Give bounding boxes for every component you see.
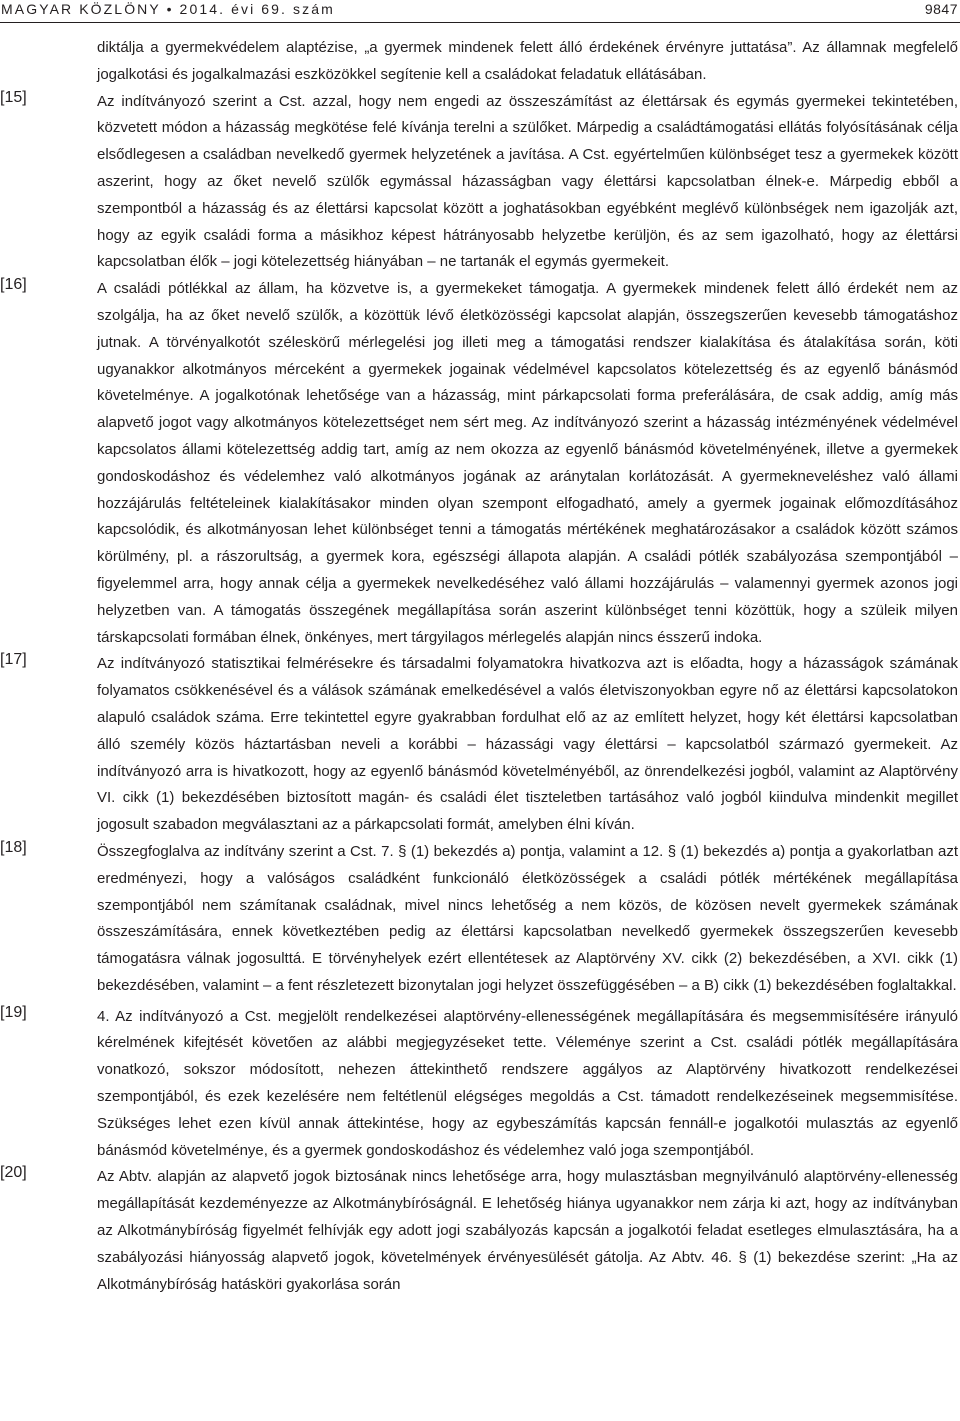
paragraph-text: A családi pótlékkal az állam, ha közvetve is, a gyermekeket támogatja. A gyermekek mindenek felett álló érdekét nem az szolgálja, ha az őket nevelő szülők, a közöttük lévő életközösségi kapcsolat alapján, összegszerűen kevesebb támogatáshoz jutnak. A törvényalkotót széleskörű mérlegelési jog illeti meg a támogatási rendszer kialakítása és átalakítása során, köti ugyanakkor alkotmányos mérceként a gyermekek jogainak védelmével kapcsolatos kötelezettség és az egyenlő bánásmód követelménye. A jogalkotónak lehetősége van a házasság, mint párkapcsolati forma preferálására, de csak addig, amíg más alapvető jogot vagy alkotmányos kötelezettséget nem sért meg. Az indítványozó szerint a házasság intézményének védelmével kapcsolatos állami kötelezettség addig tart, amíg az nem okozza az egyenlő bánásmód követelményének, illetve a gyermekek gondoskodáshoz és védelemhez való alkotmányos jogának az aránytalan korlátozását. A gyermekneveléshez való állami hozzájárulás feltételeinek kialakításakor minden olyan szempont elfogadható, amely a gyermek jogainak előmozdításához kapcsolódik, és alkotmányosan lehet különbséget tenni a támogatás mértékének meghatározásakor a családok között számos körülmény, pl. a rászorultság, a gyermek kora, egészségi állapota alapján. A családi pótlék szabályozása szempontjából – figyelemmel arra, hogy annak célja a gyermekek nevelkedéséhez való állami hozzájárulás – valamennyi gyermek azonos jogi helyzetben van. A támogatás összegének megállapítása során aszerint különbséget tenni közöttük, hogy a szüleik milyen társkapcsolati formában élnek, önkényes, mert tárgyilagos mérlegelés alapján nincs ésszerű indoka.: [97, 280, 958, 646]
paragraph-number: [16]: [0, 276, 27, 294]
body-text: [0, 35, 958, 1298]
paragraph-20: [0, 1164, 958, 1298]
paragraph-number: [19]: [0, 1003, 27, 1021]
page-number: 9847: [924, 1, 958, 17]
header-rule: [0, 22, 960, 23]
paragraph-text: Összegfoglalva az indítvány szerint a Cst. 7. § (1) bekezdés a) pontja, valamint a 12. § (1) bekezdés a) pontja a gyakorlatban azt eredményezi, hogy a valóságos családként funkcionáló életközösségek a családi pótlék mértékének megállapítása szempontjából nem számítanak családnak, mivel nincs lehetőség a nem közös, de közösen nevelt gyermekek számának összeszámítására, ennek következtében pedig az élettársi kapcsolatban nevelkedő gyermekek összegszerűen kevesebb támogatásra válnak jogosulttá. E törvényhelyek ezért ellentétesek az Alaptörvény XV. cikk (2) bekezdésében, a XVI. cikk (1) bekezdésében, valamint – a fent részletezett bizonytalan jogi helyzet összefüggésében – a B) cikk (1) bekezdésében foglaltakkal.: [97, 842, 958, 994]
paragraph-15: [0, 89, 958, 277]
paragraph-number: [20]: [0, 1164, 27, 1182]
paragraph-text: 4. Az indítványozó a Cst. megjelölt rendelkezései alaptörvény-ellenességének megállapítására és megsemmisítésére irányuló kérelmének kifejtését követően az alábbi megjegyzéseket tette. Véleménye szerint a Cst. családi pótlék megállapítására vonatkozó, sokszor módosított, nehezen áttekinthető rendszere aggályos az Alaptörvény hivatkozott rendelkezései szempontjából, és ezek kezelésére nem feltétlenül elégséges megoldás a Cst. támadott rendelkezéseinek megsemmisítése. Szükséges lehet ezen kívül annak áttekintése, hogy az egybeszámítás kapcsán fennáll-e jogalkotói mulasztás az egyenlő bánásmód követelménye, és a gyermek gondoskodáshoz és védelemhez való joga szempontjából.: [97, 1007, 958, 1159]
paragraph-number: [17]: [0, 651, 27, 669]
running-head: MAGYAR KÖZLÖNY • 2014. évi 69. szám: [1, 1, 335, 17]
paragraph-number: [18]: [0, 838, 27, 856]
paragraph-text: Az indítványozó szerint a Cst. azzal, hogy nem engedi az összeszámítást az élettársak és egymás gyermekei tekintetében, közvetett módon a házasság megkötése felé kívánja terelni a szülőket. Márpedig a családtámogatási ellátás folyósításának célja elsődlegesen a családban nevelkedő gyermek helyzetének a javítása. A Cst. egyértelműen különbséget tesz a gyermekek között aszerint, hogy az őket nevelő szülők egymással házasságban vagy élettársi kapcsolatban élnek-e. Márpedig ebből a szempontból a házasság és az élettársi kapcsolat között a joghatásokban egyébként meglévő különbségek nem igazolják azt, hogy az egyik családi forma a másikhoz képest hátrányosabb helyzetbe kerüljön, és az sem igazolható, hogy az élettársi kapcsolatban élők – jogi kötelezettség hiányában – ne tartanák el egymás gyermekeit.: [97, 92, 958, 271]
paragraph-17: [0, 651, 958, 839]
paragraph-number: [15]: [0, 88, 27, 106]
paragraph-text: Az indítványozó statisztikai felmérésekre és társadalmi folyamatokra hivatkozva azt is előadta, hogy a házasságok számának folyamatos csökkenésével és a válások számának emelkedésével a valós életviszonyokban egyre nő az élettársi kapcsolatokon alapuló családok száma. Erre tekintettel egyre gyakrabban fordulhat elő az az említett helyzet, hogy két élettársi kapcsolatban álló személy közös háztartásban neveli a korábbi – házassági vagy élettársi – kapcsolatból származó gyermekeit. Az indítványozó arra is hivatkozott, hogy az egyenlő bánásmód követelményéből, az önrendelkezési jogból, valamint az Alaptörvény VI. cikk (1) bekezdésében biztosított magán- és családi élet tiszteletben tartásához való jogból kiindulva mindenkit megillet jogosult szabadon megválasztani az a párkapcsolati formát, amelyben élni kíván.: [97, 655, 958, 834]
paragraph-16: [0, 276, 958, 651]
paragraph-continuation: [0, 35, 958, 89]
paragraph-19: [0, 1004, 958, 1165]
page-header: [0, 0, 960, 18]
paragraph-18: [0, 839, 958, 1000]
paragraph-text: Az Abtv. alapján az alapvető jogok biztosának nincs lehetősége arra, hogy mulasztásban megnyilvánuló alaptörvény-ellenesség megállapítását kezdeményezze az Alkotmánybíróságnál. E lehetőség hiánya ugyanakkor nem zárja ki azt, hogy az indítványban az Alkotmánybíróság figyelmét felhívják egy adott jogi szabályozás kapcsán a jogalkotói feladat esetleges elmulasztására, ha a szabályozási hiányosság alapvető jogok, követelmények érvényesülését gátolja. Az Abtv. 46. § (1) bekezdése szerint: „Ha az Alkotmánybíróság hatásköri gyakorlása során: [97, 1168, 958, 1293]
paragraph-text: diktálja a gyermekvédelem alaptézise, „a gyermek mindenek felett álló érdekének érvényre juttatása”. Az államnak megfelelő jogalkotási és jogalkalmazási eszközökkel segítenie kell a családokat feladatuk ellátásában.: [97, 39, 958, 83]
